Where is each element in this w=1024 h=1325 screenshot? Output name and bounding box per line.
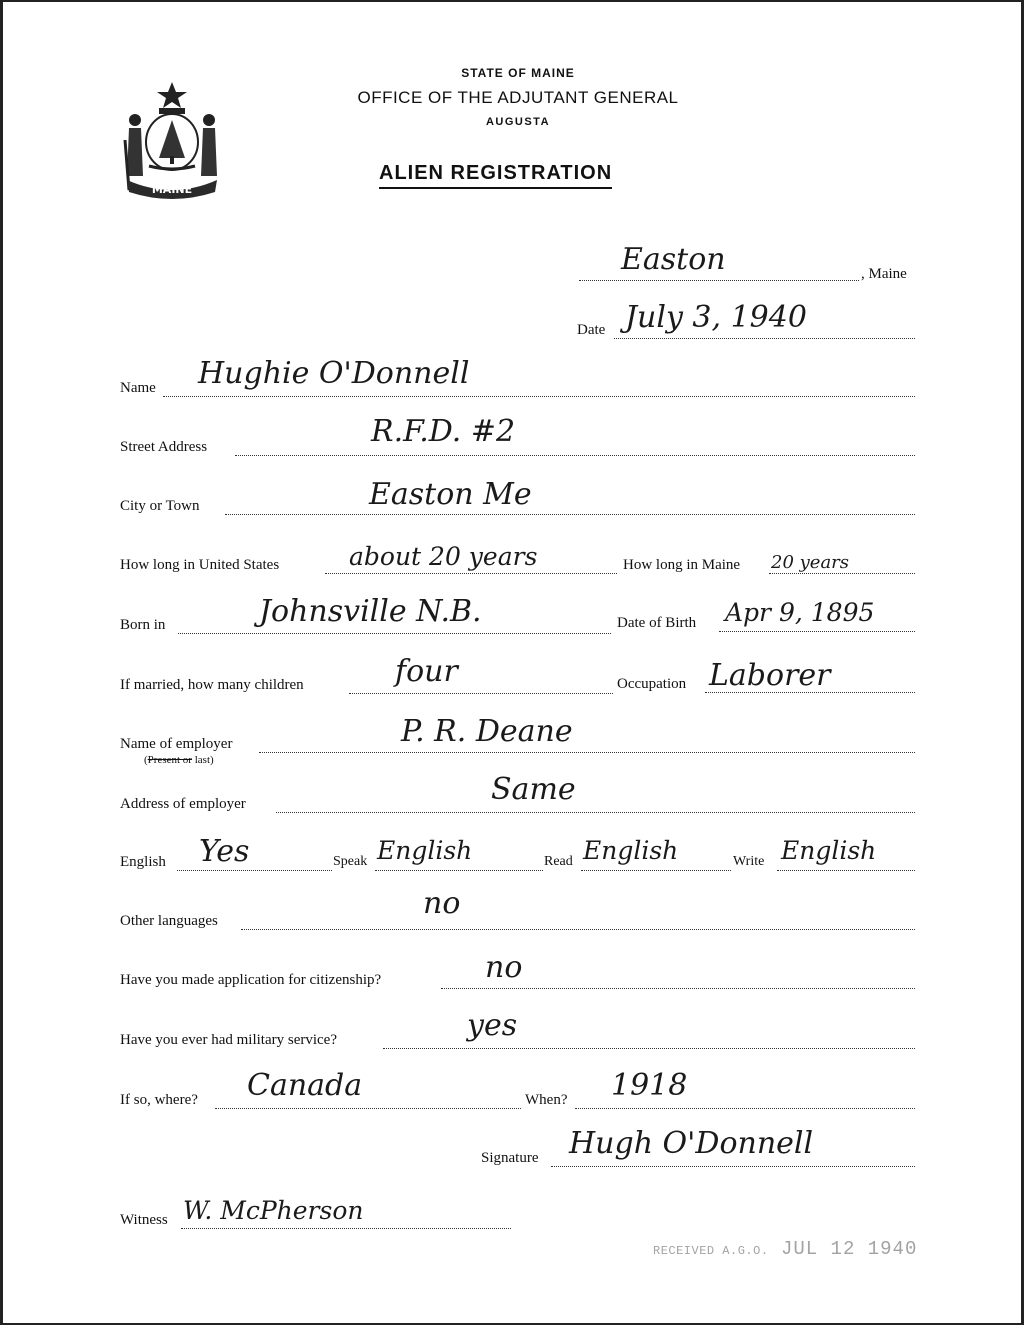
- header-city: AUGUSTA: [485, 116, 551, 128]
- other-languages-label: Other languages: [120, 913, 218, 929]
- read-line: [581, 870, 731, 871]
- employer-sublabel: (Present or last): [144, 754, 214, 766]
- children-label: If married, how many children: [120, 677, 304, 693]
- street-value: R.F.D. #2: [371, 414, 516, 449]
- birth-date-label: Date of Birth: [617, 615, 697, 631]
- read-value: English: [583, 836, 679, 865]
- street-label: Street Address: [120, 439, 208, 455]
- occupation-label: Occupation: [617, 676, 687, 692]
- form-title: ALIEN REGISTRATION: [379, 162, 612, 189]
- read-label: Read: [544, 854, 573, 869]
- witness-value: W. McPherson: [183, 1196, 364, 1225]
- city-line: [225, 514, 915, 515]
- write-line: [777, 870, 915, 871]
- born-in-line: [178, 633, 611, 634]
- state-seal-icon: [119, 80, 225, 200]
- header-office: OFFICE OF THE ADJUTANT GENERAL: [357, 88, 679, 107]
- signature-label: Signature: [481, 1150, 539, 1166]
- maine-duration-value: 20 years: [771, 552, 850, 573]
- speak-value: English: [377, 836, 473, 865]
- where-line: [215, 1108, 521, 1109]
- date-value: July 3, 1940: [625, 300, 807, 335]
- children-value: four: [395, 654, 458, 689]
- employer-address-line: [276, 812, 915, 813]
- children-line: [349, 693, 613, 694]
- citizenship-value: no: [485, 950, 523, 985]
- city-value: Easton Me: [369, 477, 532, 512]
- military-line: [383, 1048, 915, 1049]
- witness-line: [181, 1228, 511, 1229]
- employer-label: Name of employer: [120, 736, 233, 752]
- when-value: 1918: [611, 1068, 688, 1103]
- born-in-label: Born in: [120, 617, 166, 633]
- when-line: [575, 1108, 915, 1109]
- place-value: Easton: [621, 242, 726, 277]
- us-duration-label: How long in United States: [120, 557, 280, 573]
- military-value: yes: [467, 1008, 518, 1043]
- other-languages-value: no: [423, 886, 461, 921]
- birth-date-line: [719, 631, 915, 632]
- employer-value: P. R. Deane: [401, 714, 573, 749]
- citizenship-label: Have you made application for citizenship?: [120, 972, 382, 988]
- svg-text:MAINE: MAINE: [151, 183, 193, 196]
- occupation-value: Laborer: [709, 658, 831, 693]
- maine-duration-line: [769, 573, 915, 574]
- us-duration-value: about 20 years: [349, 542, 538, 571]
- other-languages-line: [241, 929, 915, 930]
- street-line: [235, 455, 915, 456]
- city-label: City or Town: [120, 498, 200, 514]
- employer-sublabel-struck: Present or: [147, 754, 192, 766]
- received-stamp-text: RECEIVED A.G.O.: [653, 1244, 769, 1258]
- name-label: Name: [120, 380, 156, 396]
- born-in-value: Johnsville N.B.: [259, 594, 482, 629]
- signature-line: [551, 1166, 915, 1167]
- header-state: STATE OF MAINE: [461, 66, 575, 80]
- birth-date-value: Apr 9, 1895: [725, 598, 875, 627]
- speak-label: Speak: [333, 854, 368, 869]
- date-label: Date: [577, 322, 606, 338]
- english-value: Yes: [199, 834, 250, 869]
- maine-duration-label: How long in Maine: [623, 557, 741, 573]
- witness-label: Witness: [120, 1212, 168, 1228]
- name-line: [163, 396, 915, 397]
- write-label: Write: [733, 854, 765, 869]
- date-line: [614, 338, 915, 339]
- english-label: English: [120, 854, 166, 870]
- place-suffix: , Maine: [861, 266, 907, 282]
- when-label: When?: [525, 1092, 568, 1108]
- military-label: Have you ever had military service?: [120, 1032, 337, 1048]
- employer-address-label: Address of employer: [120, 796, 246, 812]
- where-value: Canada: [247, 1068, 363, 1103]
- received-stamp-date: JUL 12 1940: [780, 1238, 918, 1260]
- employer-address-value: Same: [491, 772, 576, 807]
- english-line: [177, 870, 332, 871]
- place-line: [579, 280, 859, 281]
- citizenship-line: [441, 988, 915, 989]
- name-value: Hughie O'Donnell: [198, 356, 470, 391]
- where-label: If so, where?: [120, 1092, 198, 1108]
- received-stamp: [653, 1238, 917, 1260]
- signature-value: Hugh O'Donnell: [569, 1126, 814, 1161]
- us-duration-line: [325, 573, 617, 574]
- speak-line: [375, 870, 543, 871]
- write-value: English: [781, 836, 877, 865]
- employer-line: [259, 752, 915, 753]
